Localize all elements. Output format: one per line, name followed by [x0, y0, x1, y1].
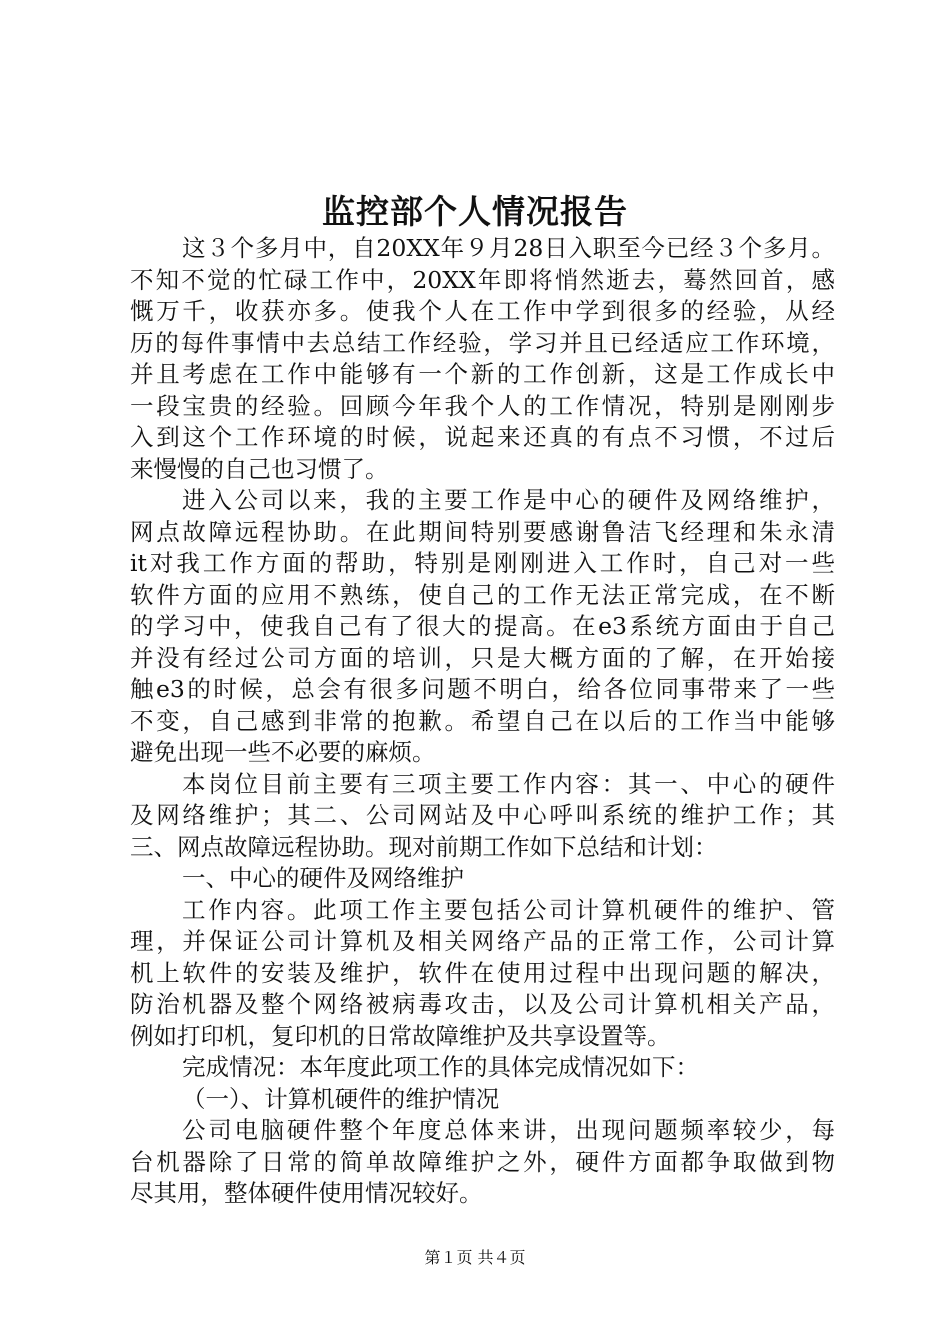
body-line: 入到这个工作环境的时候，说起来还真的有点不习惯，不过后: [130, 423, 835, 451]
body-line: 不知不觉的忙碌工作中，20XX年即将悄然逝去，蓦然回首，感: [130, 265, 835, 294]
body-line: 来慢慢的自己也习惯了。: [130, 454, 389, 483]
body-line: 尽其用，整体硬件使用情况较好。: [130, 1179, 483, 1207]
body-line: it对我工作方面的帮助，特别是刚刚进入工作时，自己对一些: [130, 549, 835, 577]
body-line: 这３个多月中，自20XX年９月28日入职至今已经３个多月。: [182, 234, 835, 262]
document-title: 监控部个人情况报告: [322, 192, 628, 231]
body-line: 完成情况：本年度此项工作的具体完成情况如下：: [182, 1053, 699, 1081]
body-line: 历的每件事情中去总结工作经验，学习并且已经适应工作环境，: [130, 328, 835, 357]
body-line: 三、网点故障远程协助。现对前期工作如下总结和计划：: [130, 832, 718, 861]
body-line: 避免出现一些不必要的麻烦。: [130, 738, 436, 766]
body-line: 并没有经过公司方面的培训，只是大概方面的了解，在开始接: [130, 643, 835, 672]
body-line: 机上软件的安装及维护，软件在使用过程中出现问题的解决，: [130, 958, 835, 987]
document-body: [130, 233, 835, 1210]
body-line: 慨万千，收获亦多。使我个人在工作中学到很多的经验，从经: [130, 297, 835, 325]
body-line: 的学习中，使我自己有了很大的提高。在e3系统方面由于自己: [130, 612, 835, 640]
body-line: 本岗位目前主要有三项主要工作内容：其一、中心的硬件: [182, 769, 835, 798]
body-line: 不变，自己感到非常的抱歉。希望自己在以后的工作当中能够: [130, 706, 835, 735]
body-line: 一、中心的硬件及网络维护: [182, 864, 464, 892]
body-line: 触e3的时候，总会有很多问题不明白，给各位同事带来了一些: [130, 675, 835, 703]
body-line: 网点故障远程协助。在此期间特别要感谢鲁洁飞经理和朱永清: [130, 517, 835, 546]
body-line: 例如打印机，复印机的日常故障维护及共享设置等。: [130, 1021, 671, 1050]
body-line: 防治机器及整个网络被病毒攻击，以及公司计算机相关产品，: [130, 990, 835, 1018]
body-line: （一）、计算机硬件的维护情况: [182, 1084, 500, 1113]
body-line: 工作内容。此项工作主要包括公司计算机硬件的维护、管: [182, 895, 835, 924]
page-footer: 第１页 共４页: [424, 1248, 526, 1267]
body-line: 公司电脑硬件整个年度总体来讲，出现问题频率较少，每: [182, 1116, 835, 1144]
body-line: 进入公司以来，我的主要工作是中心的硬件及网络维护，: [182, 486, 835, 514]
body-line: 软件方面的应用不熟练，使自己的工作无法正常完成，在不断: [130, 580, 835, 609]
body-line: 台机器除了日常的简单故障维护之外，硬件方面都争取做到物: [130, 1147, 835, 1176]
body-line: 理，并保证公司计算机及相关网络产品的正常工作，公司计算: [130, 927, 835, 955]
body-line: 并且考虑在工作中能够有一个新的工作创新，这是工作成长中: [130, 360, 835, 388]
body-line: 一段宝贵的经验。回顾今年我个人的工作情况，特别是刚刚步: [130, 391, 835, 420]
body-line: 及网络维护；其二、公司网站及中心呼叫系统的维护工作；其: [130, 801, 835, 829]
